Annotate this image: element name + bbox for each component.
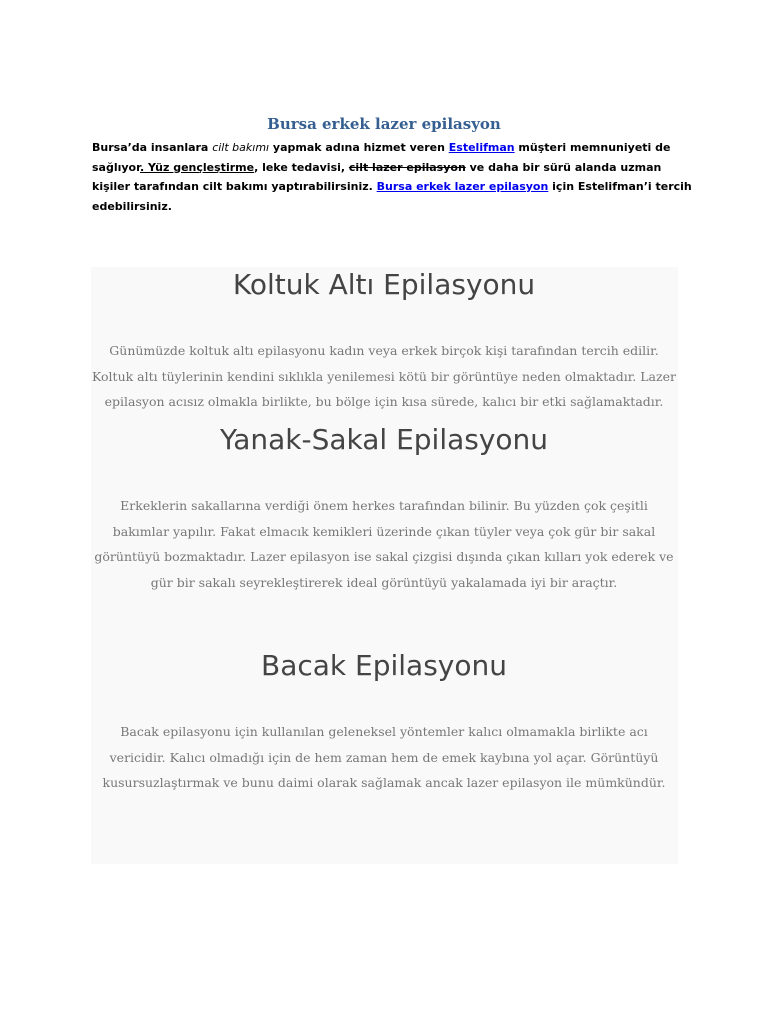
intro-text-1: Bursa’da insanlara: [92, 141, 213, 154]
intro-text-5: ve daha bir sürü alanda uzman kişiler tarafından cilt bakımı yaptırabilirsiniz.: [92, 160, 662, 193]
section-heading-yanak-sakal: Yanak-Sakal Epilasyonu: [219, 423, 549, 456]
section-body-bacak: Bacak epilasyonu için kullanılan geleneksel yöntemler kalıcı olmamakla birlikte acı vericidir. Kalıcı olmadığı için de hem zaman hem de emek kaybına yol açar. Görüntüyü kusursuzlaştırmak ve bunu daimi olarak sağlamak ancak lazer epilasyon ile mümkündür.: [102, 724, 666, 790]
intro-text-2: yapmak adına hizmet veren: [269, 141, 449, 154]
section-body-koltuk-alti: Günümüzde koltuk altı epilasyonu kadın veya erkek birçok kişi tarafından tercih edilir. Koltuk altı tüylerinin kendini sıklıkla yenilemesi kötü bir görüntüye neden olmaktadır. Lazer epilasyon acısız olmakla birlikte, bu bölge için kısa sürede, kalıcı bir etki sağlamaktadır.: [92, 343, 676, 409]
intro-text-strikethrough: cilt lazer epilasyon: [348, 160, 466, 174]
intro-text-4: , leke tedavisi,: [254, 160, 349, 174]
intro-paragraph: [92, 138, 692, 216]
section-heading-koltuk-alti: Koltuk Altı Epilasyonu: [232, 268, 536, 301]
bursa-erkek-lazer-epilasyon-link[interactable]: Bursa erkek lazer epilasyon: [376, 180, 549, 193]
document-title: Bursa erkek lazer epilasyon: [267, 115, 501, 133]
estelifman-link[interactable]: Estelifman: [448, 141, 515, 154]
intro-text-yuz-genclestirme: . Yüz gençleştirme: [139, 160, 255, 174]
section-body-yanak-sakal: Erkeklerin sakallarına verdiği önem herkes tarafından bilinir. Bu yüzden çok çeşitli bakımlar yapılır. Fakat elmacık kemikleri üzerinde çıkan tüyler veya çok gür bir sakal görüntüyü bozmaktadır. Lazer epilasyon ise sakal çizgisi dışında çıkan kılları yok ederek ve gür bir sakalı seyrekleştirerek ideal görüntüyü yakalamada iyi bir araçtır.: [94, 498, 674, 590]
section-heading-bacak: Bacak Epilasyonu: [261, 649, 507, 682]
intro-text-3: müşteri memnuniyeti de sağlıyor: [92, 141, 671, 174]
intro-text-cilt-bakimi: cilt bakımı: [212, 141, 270, 154]
intro-text-6: için Estelifman’i tercih edebilirsiniz.: [92, 180, 692, 213]
